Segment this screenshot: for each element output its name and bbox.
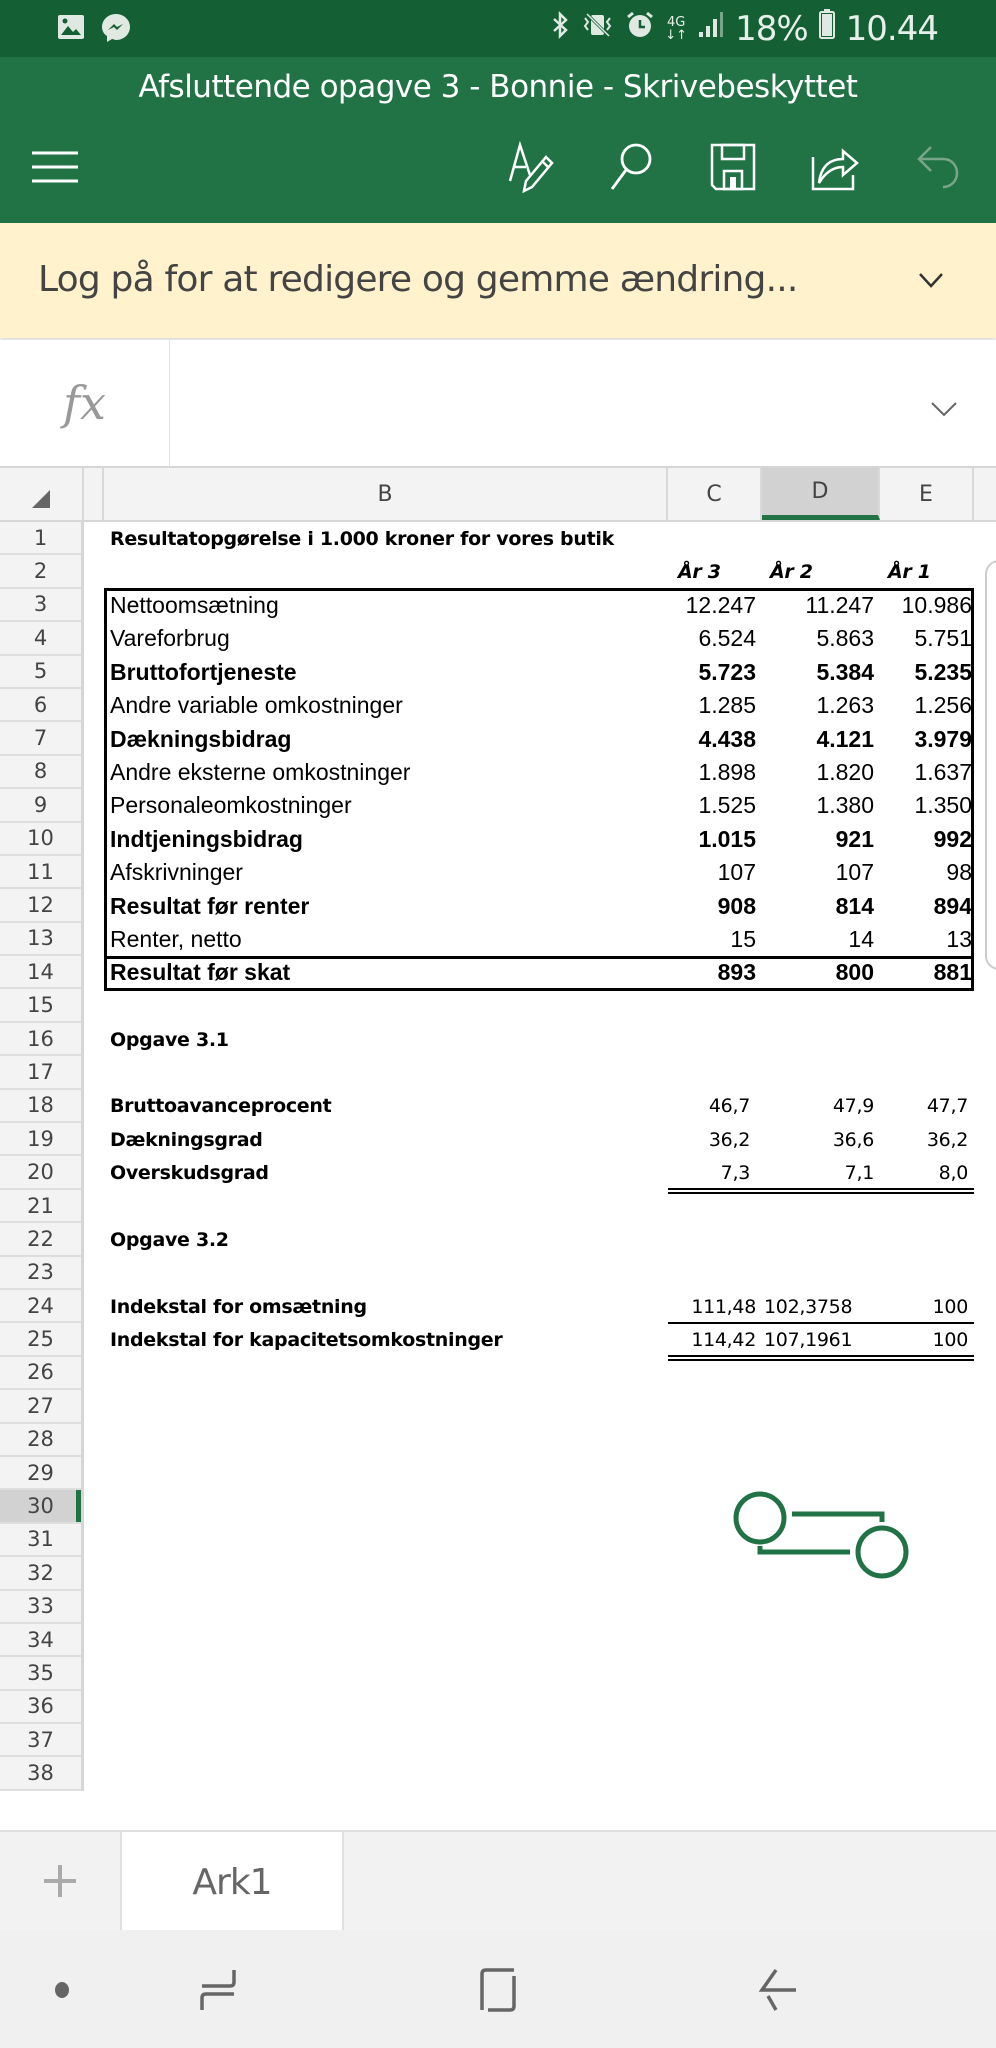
column-header-a[interactable] [84, 468, 104, 520]
row-label[interactable]: Indtjeningsbidrag [110, 825, 303, 852]
back-arrow-icon [758, 1968, 798, 2012]
row-header[interactable]: 34 [0, 1624, 81, 1657]
row-header[interactable]: 10 [0, 823, 81, 856]
edit-button[interactable] [500, 137, 560, 197]
row-header[interactable]: 31 [0, 1524, 81, 1557]
value-year-1[interactable]: 10.986 [901, 591, 972, 618]
row-label[interactable]: Resultat før skat [110, 959, 291, 986]
battery-icon [818, 8, 836, 49]
search-button[interactable] [602, 137, 662, 197]
formula-bar [0, 340, 996, 466]
value-year-2[interactable]: 36,6 [832, 1128, 874, 1151]
column-header-e[interactable]: E [880, 468, 974, 520]
row-header[interactable]: 15 [0, 989, 81, 1022]
row-header[interactable]: 9 [0, 789, 81, 822]
battery-percent: 18% [735, 8, 808, 49]
table-row [84, 823, 996, 856]
row-headers [0, 522, 84, 1791]
row-header[interactable]: 36 [0, 1691, 81, 1724]
value-year-3[interactable]: 1.285 [698, 692, 756, 719]
bluetooth-icon [551, 9, 571, 49]
row-label[interactable]: Dækningsgrad [110, 1128, 263, 1151]
value-year-3[interactable]: 893 [717, 959, 756, 986]
document-title: Afsluttende opagve 3 - Bonnie - Skrivebeskyttet [138, 69, 858, 105]
table-row [84, 856, 996, 889]
row-header[interactable]: 37 [0, 1724, 81, 1757]
plus-icon [42, 1863, 78, 1899]
row-header[interactable]: 7 [0, 722, 81, 755]
value-year-3[interactable]: 36,2 [708, 1128, 750, 1151]
row-header[interactable]: 33 [0, 1591, 81, 1624]
row-header[interactable]: 32 [0, 1557, 81, 1590]
row-header[interactable]: 5 [0, 656, 81, 689]
home-button[interactable] [468, 1960, 528, 2020]
row-label[interactable]: Nettoomsætning [110, 591, 279, 618]
value-year-2[interactable]: 921 [835, 825, 874, 852]
chevron-down-icon [918, 271, 944, 289]
value-year-1[interactable]: 894 [933, 892, 972, 919]
row-header[interactable]: 23 [0, 1257, 81, 1290]
table-row [84, 789, 996, 822]
formula-input[interactable] [171, 340, 916, 466]
table-row [84, 1023, 996, 1056]
value-year-3[interactable]: 114,42 [691, 1329, 756, 1352]
table-row [84, 689, 996, 722]
value-year-2[interactable]: 7,1 [844, 1162, 874, 1185]
table-row [84, 889, 996, 922]
table-row [84, 1123, 996, 1156]
value-year-3[interactable]: 15 [730, 925, 756, 952]
status-bar [0, 0, 996, 57]
table-row [84, 656, 996, 689]
dot-icon [54, 1980, 70, 2000]
undo-button[interactable] [908, 137, 968, 197]
selection-handle-icon [732, 1490, 912, 1580]
row-header[interactable]: 14 [0, 956, 81, 989]
row-header[interactable]: 11 [0, 856, 81, 889]
table-row [84, 756, 996, 789]
value-year-1[interactable]: 1.637 [914, 758, 972, 785]
home-icon [478, 1968, 518, 2012]
fx-icon[interactable]: fx [0, 340, 170, 466]
value-year-1[interactable]: 98 [946, 859, 972, 886]
table-row [84, 1324, 996, 1357]
scroll-handle[interactable] [985, 560, 996, 970]
value-year-2[interactable]: 1.820 [816, 758, 874, 785]
table-row [84, 522, 996, 555]
spreadsheet-grid[interactable] [84, 522, 996, 1828]
undo-icon [915, 143, 961, 191]
column-header-b[interactable]: B [104, 468, 668, 520]
row-header[interactable]: 21 [0, 1190, 81, 1223]
value-year-1[interactable]: 5.235 [914, 658, 972, 685]
select-all-triangle-icon [32, 490, 50, 508]
table-row [84, 1090, 996, 1123]
value-year-3[interactable]: 107 [717, 859, 756, 886]
table-row [84, 1290, 996, 1323]
row-label[interactable]: Renter, netto [110, 925, 242, 952]
recent-apps-icon [198, 1968, 238, 2012]
value-year-1[interactable]: 3.979 [914, 725, 972, 752]
row-header[interactable]: 26 [0, 1357, 81, 1390]
app-bar [0, 57, 996, 223]
table-row [84, 923, 996, 956]
row-label[interactable]: Vareforbrug [110, 625, 230, 652]
row-header[interactable]: 29 [0, 1457, 81, 1490]
value-year-1[interactable]: 8,0 [938, 1162, 968, 1185]
row-label[interactable]: Indekstal for kapacitetsomkostninger [110, 1329, 503, 1352]
value-year-3[interactable]: 111,48 [691, 1295, 756, 1318]
save-disk-icon [710, 143, 756, 191]
edit-pencil-icon [506, 141, 554, 193]
value-year-2[interactable]: 1.263 [816, 692, 874, 719]
row-label[interactable]: Personaleomkostninger [110, 792, 352, 819]
value-year-2[interactable]: 102,3758 [764, 1295, 853, 1318]
row-header[interactable]: 18 [0, 1090, 81, 1123]
value-year-2[interactable]: 814 [835, 892, 874, 919]
table-row [84, 555, 996, 588]
table-row [84, 722, 996, 755]
column-headers [0, 466, 996, 522]
value-year-2[interactable]: 47,9 [832, 1095, 874, 1118]
row-header[interactable]: 24 [0, 1290, 81, 1323]
sheet-tab-ark1[interactable]: Ark1 [122, 1832, 344, 1932]
value-year-2[interactable]: 800 [835, 959, 874, 986]
sign-in-banner[interactable] [0, 223, 996, 338]
value-year-1[interactable]: 1.350 [914, 792, 972, 819]
row-label[interactable]: Bruttofortjeneste [110, 658, 297, 685]
table-row [84, 1157, 996, 1190]
row-header[interactable]: 2 [0, 555, 81, 588]
share-button[interactable] [806, 137, 866, 197]
row-label[interactable]: Dækningsbidrag [110, 725, 292, 752]
value-year-1[interactable]: 100 [932, 1329, 968, 1352]
back-button[interactable] [748, 1960, 808, 2020]
sign-in-banner-text: Log på for at redigere og gemme ændring... [38, 259, 798, 300]
search-icon [608, 141, 656, 193]
share-icon [811, 143, 861, 191]
row-header[interactable]: 38 [0, 1757, 81, 1790]
row-header[interactable]: 35 [0, 1657, 81, 1690]
row-label[interactable]: Andre eksterne omkostninger [110, 758, 411, 785]
value-year-3[interactable]: 1.525 [698, 792, 756, 819]
value-year-1[interactable]: 1.256 [914, 692, 972, 719]
value-year-3[interactable]: 1.898 [698, 758, 756, 785]
task-heading[interactable]: Opgave 3.2 [110, 1229, 229, 1252]
task-heading[interactable]: Opgave 3.1 [110, 1028, 229, 1051]
add-sheet-button[interactable] [0, 1832, 122, 1930]
signal-icon [697, 9, 725, 49]
row-header[interactable]: 8 [0, 756, 81, 789]
table-row [84, 622, 996, 655]
row-header[interactable]: 1 [0, 522, 81, 555]
gallery-icon [56, 12, 86, 42]
row-label[interactable]: Indekstal for omsætning [110, 1295, 367, 1318]
row-header[interactable]: 4 [0, 622, 81, 655]
row-header[interactable]: 20 [0, 1156, 81, 1189]
value-year-2[interactable]: 11.247 [805, 591, 874, 618]
cell-b1[interactable]: Resultatopgørelse i 1.000 kroner for vores butik [110, 527, 614, 550]
column-header-d[interactable]: D [762, 468, 880, 520]
value-year-2[interactable]: 107,1961 [764, 1329, 853, 1352]
row-header[interactable]: 17 [0, 1056, 81, 1089]
formula-expand-button[interactable] [930, 400, 958, 423]
row-header[interactable]: 28 [0, 1424, 81, 1457]
row-label[interactable]: Overskudsgrad [110, 1162, 269, 1185]
cell-e2[interactable]: År 1 [888, 561, 931, 584]
select-all-corner[interactable] [0, 468, 84, 520]
chevron-down-icon [930, 400, 958, 418]
value-year-1[interactable]: 36,2 [926, 1128, 968, 1151]
row-header[interactable]: 12 [0, 889, 81, 922]
value-year-3[interactable]: 12.247 [685, 591, 756, 618]
vibrate-mute-icon [581, 9, 615, 49]
messenger-icon [100, 12, 130, 42]
banner-expand-button[interactable] [918, 271, 944, 294]
recent-apps-button[interactable] [188, 1960, 248, 2020]
value-year-3[interactable]: 46,7 [708, 1095, 750, 1118]
table-row [84, 956, 996, 989]
row-label[interactable]: Afskrivninger [110, 859, 243, 886]
row-header[interactable]: 3 [0, 589, 81, 622]
column-header-c[interactable]: C [668, 468, 762, 520]
hamburger-icon [29, 149, 81, 185]
row-header[interactable]: 6 [0, 689, 81, 722]
save-button[interactable] [703, 137, 763, 197]
value-year-1[interactable]: 881 [933, 959, 972, 986]
selection-handles[interactable] [732, 1490, 912, 1585]
row-label[interactable]: Resultat før renter [110, 892, 310, 919]
system-nav-bar [0, 1930, 996, 2048]
cell-c2[interactable]: År 3 [678, 561, 721, 584]
clock: 10.44 [845, 8, 938, 49]
value-year-3[interactable]: 5.723 [698, 658, 756, 685]
value-year-2[interactable]: 107 [835, 859, 874, 886]
row-header[interactable]: 13 [0, 923, 81, 956]
column-header-f[interactable] [974, 468, 996, 520]
row-header[interactable]: 16 [0, 1023, 81, 1056]
value-year-2[interactable]: 14 [848, 925, 874, 952]
value-year-2[interactable]: 1.380 [816, 792, 874, 819]
table-row [84, 589, 996, 622]
row-header[interactable]: 22 [0, 1223, 81, 1256]
value-year-2[interactable]: 4.121 [816, 725, 874, 752]
row-header[interactable]: 27 [0, 1390, 81, 1423]
cell-d2[interactable]: År 2 [770, 561, 813, 584]
row-label[interactable]: Andre variable omkostninger [110, 692, 403, 719]
row-header[interactable]: 25 [0, 1323, 81, 1356]
row-header[interactable]: 19 [0, 1123, 81, 1156]
row-label[interactable]: Bruttoavanceprocent [110, 1095, 332, 1118]
table-row [84, 1223, 996, 1256]
value-year-2[interactable]: 5.384 [816, 658, 874, 685]
value-year-1[interactable]: 100 [932, 1295, 968, 1318]
value-year-3[interactable]: 6.524 [698, 625, 756, 652]
row-header-selected[interactable]: 30 [0, 1490, 81, 1523]
value-year-2[interactable]: 5.863 [816, 625, 874, 652]
value-year-3[interactable]: 908 [717, 892, 756, 919]
value-year-3[interactable]: 4.438 [698, 725, 756, 752]
value-year-1[interactable]: 992 [933, 825, 972, 852]
value-year-3[interactable]: 1.015 [698, 825, 756, 852]
4g-icon: 4G ↓↑ [665, 14, 688, 43]
value-year-1[interactable]: 47,7 [926, 1095, 968, 1118]
menu-button[interactable] [25, 137, 85, 197]
sheet-tab-bar [0, 1830, 996, 1930]
assistant-button[interactable] [32, 1960, 92, 2020]
value-year-3[interactable]: 7,3 [720, 1162, 750, 1185]
value-year-1[interactable]: 13 [946, 925, 972, 952]
alarm-icon [625, 9, 655, 49]
value-year-1[interactable]: 5.751 [914, 625, 972, 652]
